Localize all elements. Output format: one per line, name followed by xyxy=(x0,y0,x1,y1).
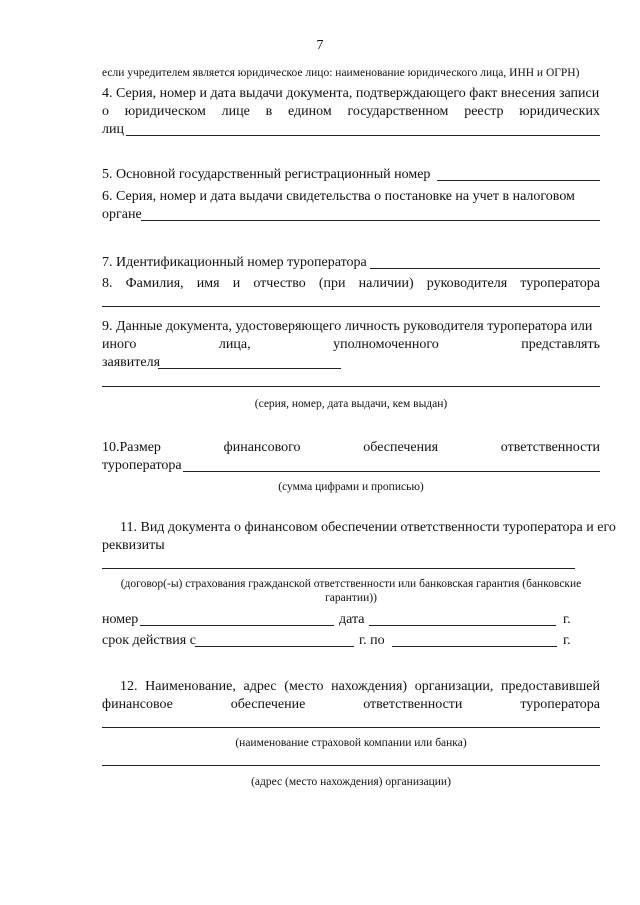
item12-caption-address: (адрес (место нахождения) организации) xyxy=(251,776,451,788)
word: иного xyxy=(102,337,137,352)
item11-line2: реквизиты xyxy=(102,538,165,553)
word: туроператора xyxy=(520,276,600,291)
item5-label: 5. Основной государственный регистрационный номер xyxy=(102,167,431,182)
item5-fill-line[interactable] xyxy=(437,180,600,181)
word: финансового xyxy=(223,440,301,455)
validity-year-suffix: г. xyxy=(563,633,571,648)
word: уполномоченного xyxy=(333,337,439,352)
item11-caption-line2: гарантии)) xyxy=(325,592,377,604)
item9-line1: 9. Данные документа, удостоверяющего личность руководителя туроператора или xyxy=(102,319,593,334)
word: ответственности xyxy=(363,697,463,712)
word: в xyxy=(265,104,273,119)
word: руководителя xyxy=(426,276,508,291)
word: предоставившей xyxy=(501,679,600,694)
item11-caption-line1: (договор(-ы) страхования гражданской ответственности или банковская гарантия (банковские xyxy=(120,578,582,590)
word: наличии) xyxy=(358,276,414,291)
word: организации, xyxy=(414,679,494,694)
item12-address-fill-line[interactable] xyxy=(102,765,600,766)
item7-label: 7. Идентификационный номер туроператора xyxy=(102,255,367,270)
item4-line1: 4. Серия, номер и дата выдачи документа, подтверждающего факт внесения записи xyxy=(102,86,600,101)
word: имя xyxy=(196,276,220,291)
word: обеспечения xyxy=(363,440,439,455)
number-field[interactable] xyxy=(140,625,334,626)
date-field[interactable] xyxy=(369,625,556,626)
item10-fill-line[interactable] xyxy=(183,471,600,472)
word: представлять xyxy=(521,337,600,352)
item11-line1: 11. Вид документа о финансовом обеспечении ответственности туроператора и его xyxy=(120,520,616,535)
word: адрес xyxy=(243,679,277,694)
word: лица, xyxy=(218,337,251,352)
word: лице xyxy=(221,104,250,119)
item10-caption: (сумма цифрами и прописью) xyxy=(278,481,424,493)
word: реестр xyxy=(464,104,504,119)
word: отчество xyxy=(253,276,306,291)
word: о xyxy=(102,104,109,119)
item12-caption-name: (наименование страховой компании или банка) xyxy=(235,737,467,749)
word: и xyxy=(232,276,241,291)
item8-fill-line[interactable] xyxy=(102,306,600,307)
word: 8. xyxy=(102,276,113,291)
date-year-suffix: г. xyxy=(563,612,571,627)
item12-line2 xyxy=(102,697,600,713)
date-label: дата xyxy=(339,612,365,627)
validity-from-field[interactable] xyxy=(195,646,354,647)
word: государственном xyxy=(347,104,449,119)
item10-line2: туроператора xyxy=(102,458,182,473)
word: едином xyxy=(288,104,332,119)
word: туроператора xyxy=(520,697,600,712)
item4-line3: лиц xyxy=(102,122,124,137)
item12-line1 xyxy=(120,679,600,695)
item11-fill-line[interactable] xyxy=(102,568,575,569)
item9-line3: заявителя xyxy=(102,355,161,370)
item8-label xyxy=(102,276,600,292)
item9-fill-line-short[interactable] xyxy=(158,368,341,369)
validity-label: срок действия с xyxy=(102,633,196,648)
number-label: номер xyxy=(102,612,139,627)
item10-line1 xyxy=(102,440,600,456)
word: финансовое xyxy=(102,697,173,712)
item4-fill-line[interactable] xyxy=(126,135,600,136)
validity-to-label: г. по xyxy=(359,633,385,648)
page-number: 7 xyxy=(316,38,324,53)
validity-to-field[interactable] xyxy=(392,646,557,647)
word: Наименование, xyxy=(145,679,236,694)
item12-name-fill-line[interactable] xyxy=(102,727,600,728)
item7-fill-line[interactable] xyxy=(370,268,600,269)
word: ответственности xyxy=(500,440,600,455)
word: Фамилия, xyxy=(125,276,184,291)
word: юридическом xyxy=(124,104,206,119)
item6-line1: 6. Серия, номер и дата выдачи свидетельства о постановке на учет в налоговом xyxy=(102,189,575,204)
word: 10.Размер xyxy=(102,440,161,455)
item6-fill-line[interactable] xyxy=(141,220,600,221)
founder-note: если учредителем является юридическое лицо: наименование юридического лица, ИНН и ОГРН) xyxy=(102,67,580,79)
word: 12. xyxy=(120,679,138,694)
item9-caption: (серия, номер, дата выдачи, кем выдан) xyxy=(254,398,448,410)
item9-fill-line[interactable] xyxy=(102,386,600,387)
item9-line2 xyxy=(102,337,600,353)
word: обеспечение xyxy=(230,697,306,712)
item6-line2: органе xyxy=(102,207,142,222)
word: юридических xyxy=(519,104,600,119)
word: (место xyxy=(284,679,324,694)
word: нахождения) xyxy=(331,679,408,694)
item4-line2 xyxy=(102,104,600,120)
word: (при xyxy=(318,276,346,291)
